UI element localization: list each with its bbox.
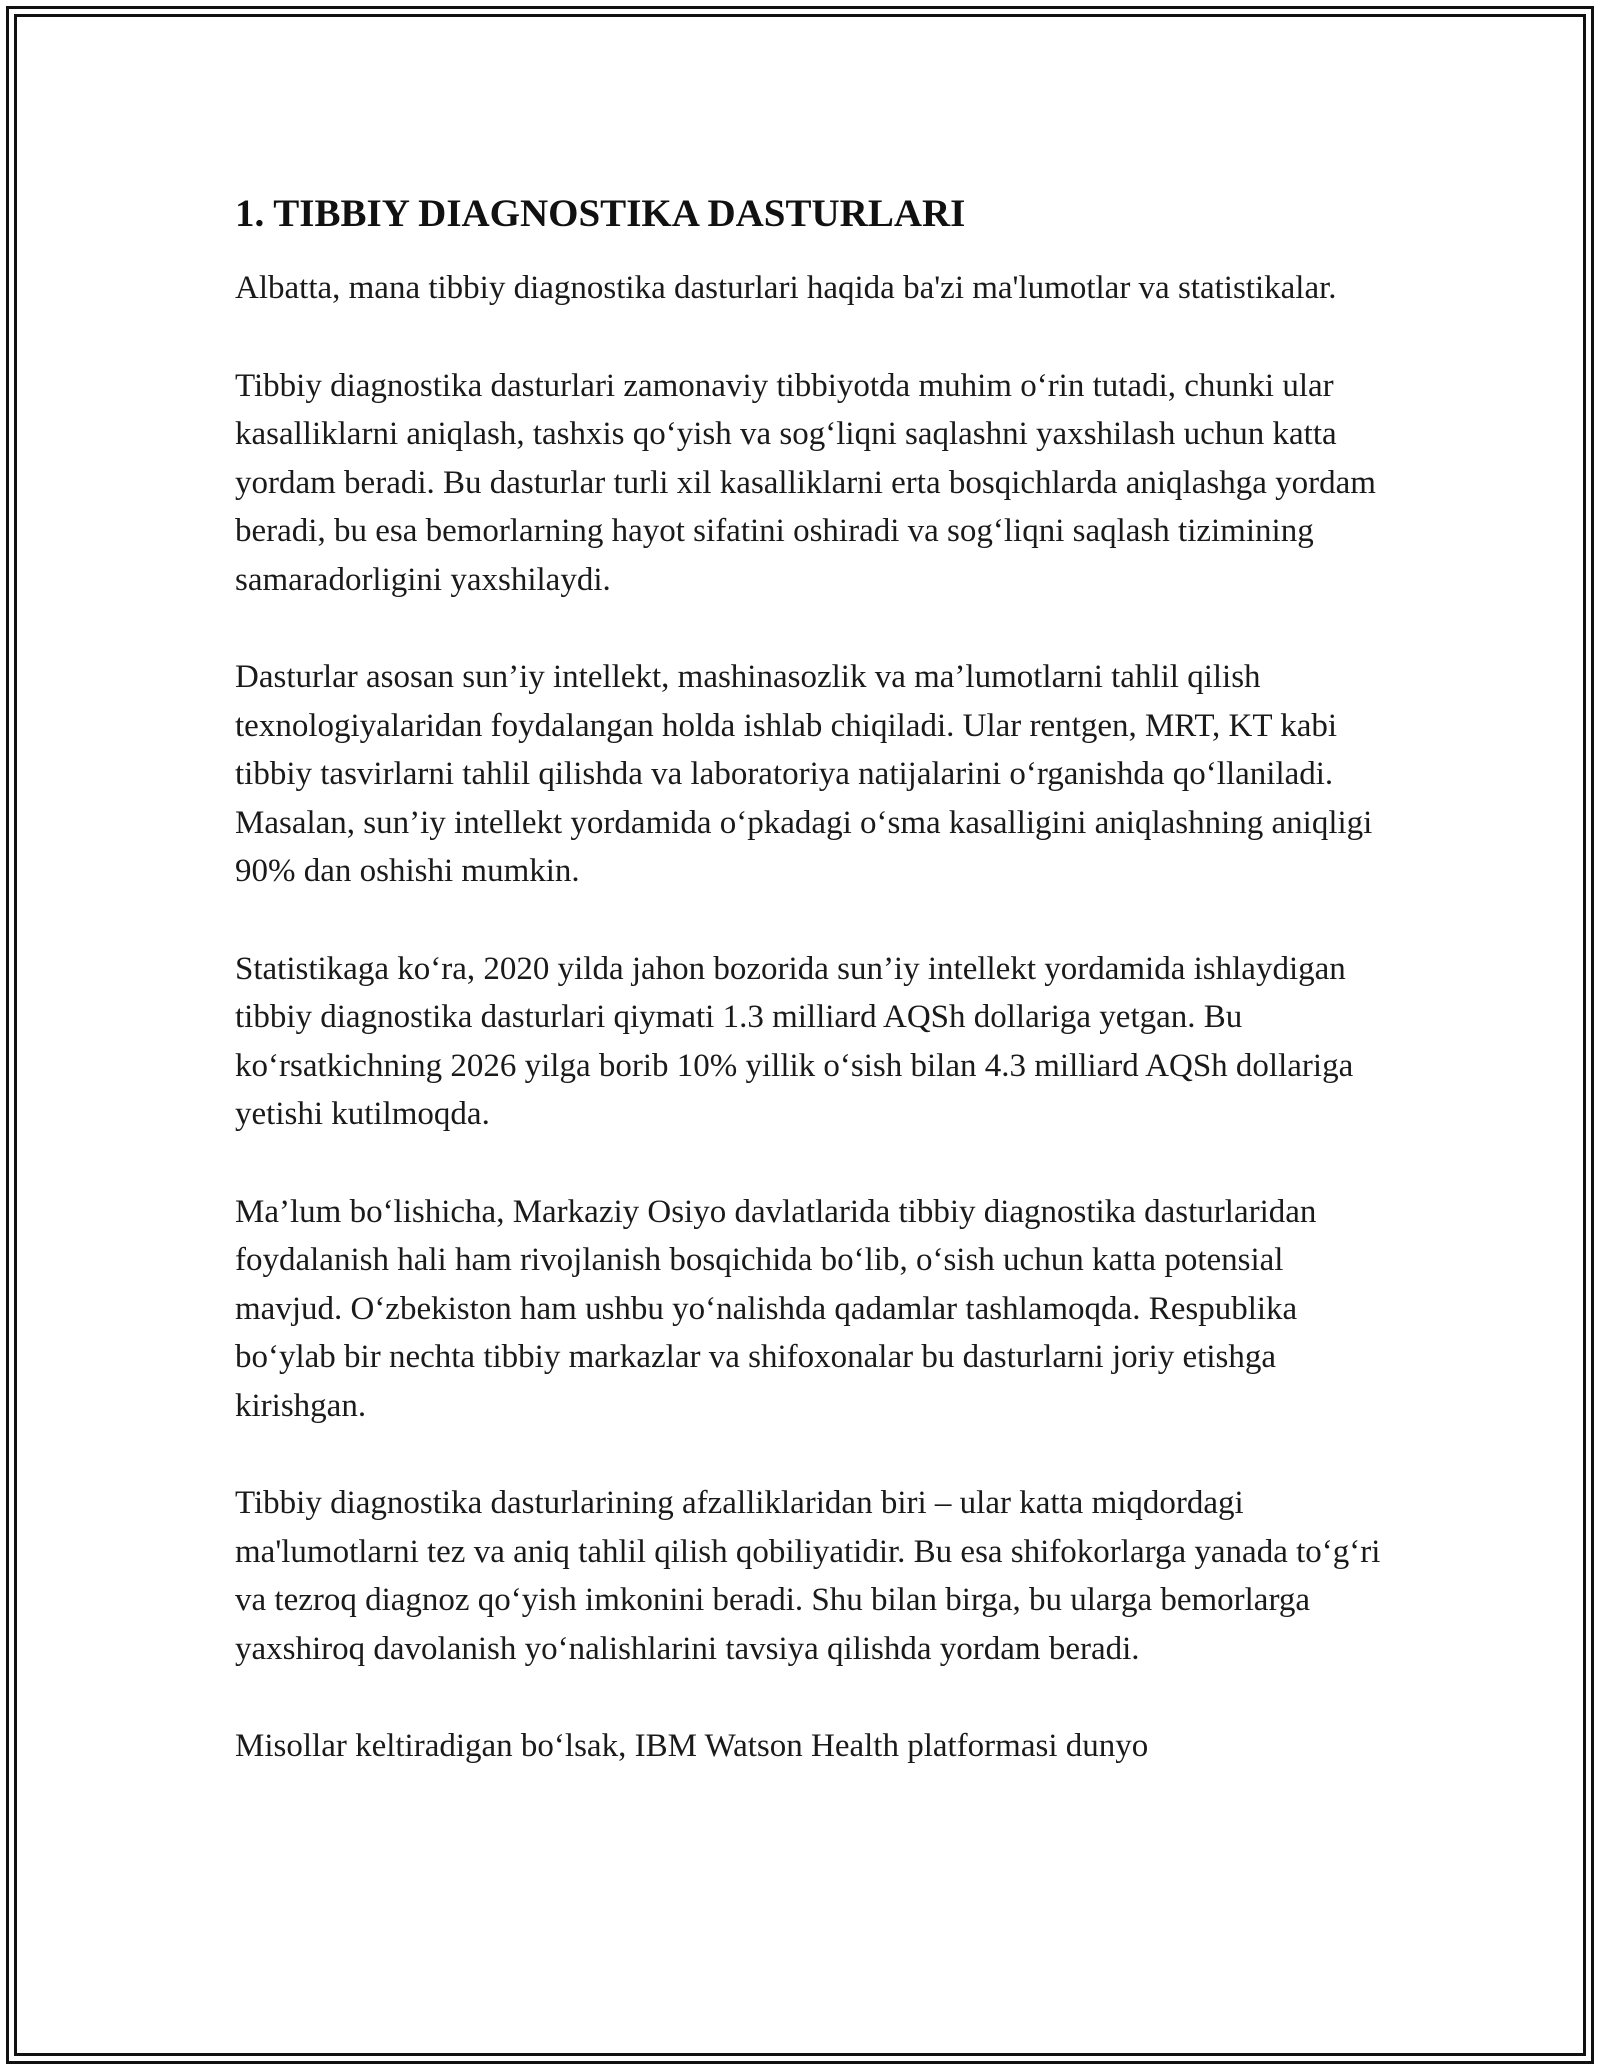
paragraph-examples: Misollar keltiradigan bo‘lsak, IBM Watson Health platformasi dunyo: [235, 1728, 1149, 1764]
document-body: [235, 186, 1385, 1771]
page-title: 1. TIBBIY DIAGNOSTIKA DASTURLARI: [235, 192, 966, 235]
paragraph-technologies: Dasturlar asosan sun’iy intellekt, mashinasozlik va ma’lumotlarni tahlil qilish texnologiyalaridan foydalangan holda ishlab chiqiladi. Ular rentgen, MRT, KT kabi tibbiy tasvirlarni tahlil qilishda va laboratoriya natijalarini o‘rganishda qo‘llaniladi. Masalan, sun’iy intellekt yordamida o‘pkadagi o‘sma kasalligini aniqlashning aniqligi 90% dan oshishi mumkin.: [235, 659, 1373, 889]
paragraph-statistics: Statistikaga ko‘ra, 2020 yilda jahon bozorida sun’iy intellekt yordamida ishlaydigan tibbiy diagnostika dasturlari qiymati 1.3 milliard AQSh dollariga yetgan. Bu ko‘rsatkichning 2026 yilga borib 10% yillik o‘sish bilan 4.3 milliard AQSh dollariga yetishi kutilmoqda.: [235, 950, 1354, 1132]
paragraph-role: Tibbiy diagnostika dasturlari zamonaviy tibbiyotda muhim o‘rin tutadi, chunki ular kasalliklarni aniqlash, tashxis qo‘yish va sog‘liqni saqlashni yaxshilash uchun katta yordam beradi. Bu dasturlar turli xil kasalliklarni erta bosqichlarda aniqlashga yordam beradi, bu esa bemorlarning hayot sifatini oshiradi va sog‘liqni saqlash tizimining samaradorligini yaxshilaydi.: [235, 367, 1376, 598]
paragraph-intro: Albatta, mana tibbiy diagnostika dasturlari haqida ba'zi ma'lumotlar va statistikalar.: [235, 270, 1337, 306]
paragraph-advantages: Tibbiy diagnostika dasturlarining afzalliklaridan biri – ular katta miqdordagi ma'lumotlarni tez va aniq tahlil qilish qobiliyatidir. Bu esa shifokorlarga yanada to‘g‘ri va tezroq diagnoz qo‘yish imkonini beradi. Shu bilan birga, bu ularga bemorlarga yaxshiroq davolanish yo‘nalishlarini tavsiya qilishda yordam beradi.: [235, 1485, 1381, 1667]
paragraph-central-asia: Ma’lum bo‘lishicha, Markaziy Osiyo davlatlarida tibbiy diagnostika dasturlaridan foydalanish hali ham rivojlanish bosqichida bo‘lib, o‘sish uchun katta potensial mavjud. O‘zbekiston ham ushbu yo‘nalishda qadamlar tashlamoqda. Respublika bo‘ylab bir nechta tibbiy markazlar va shifoxonalar bu dasturlarni joriy etishga kirishgan.: [235, 1193, 1317, 1424]
